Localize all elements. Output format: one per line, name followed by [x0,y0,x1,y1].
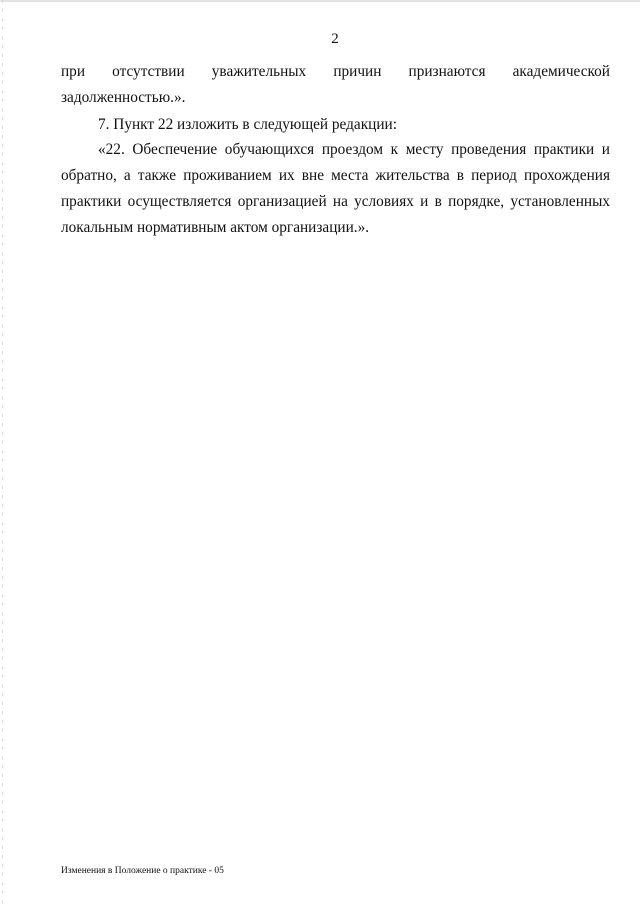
paragraph-line-6: практики осуществляется организацией на условиях и в порядке, установленных [61,193,610,210]
paragraph-line-5: обратно, а также проживанием их вне места жительства в период прохождения [61,167,610,184]
page-number: 2 [331,31,339,47]
scan-top-edge [0,0,640,2]
paragraph-line-1: при отсутствии уважительных причин признаются академической [61,63,610,80]
footer-note: Изменения в Положение о практике - 05 [61,866,224,876]
scan-left-edge [2,0,3,905]
paragraph-line-2: задолженностью.». [61,89,186,106]
paragraph-line-3: 7. Пункт 22 изложить в следующей редакции: [98,116,397,133]
paragraph-line-4: «22. Обеспечение обучающихся проездом к месту проведения практики и [98,141,610,158]
paragraph-line-7: локальным нормативным актом организации.». [61,219,370,236]
